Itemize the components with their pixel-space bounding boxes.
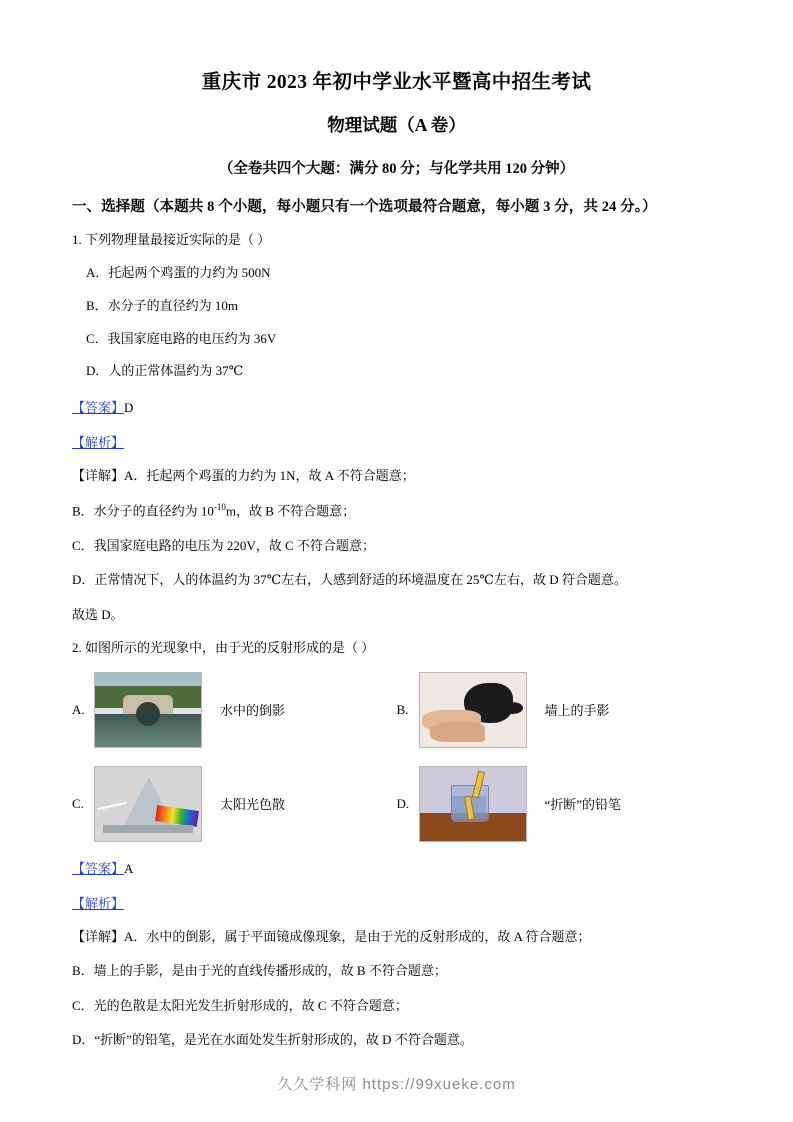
- image-option-b: [397, 672, 722, 748]
- question-2-analysis-label: [72, 893, 721, 912]
- answer-label: 【答案】: [72, 860, 125, 876]
- image-option-b-caption: 墙上的手影: [544, 703, 610, 719]
- question-2-answer: [72, 858, 721, 877]
- question-1-analysis-label: [72, 432, 721, 451]
- detail-b-part1: B．水分子的直径约为 10: [72, 503, 214, 519]
- prism-dispersion-photo: [94, 766, 202, 842]
- answer-value: A: [124, 860, 134, 876]
- exam-title-line1: 重庆市 2023 年初中学业水平暨高中招生考试: [201, 72, 592, 93]
- question-2-image-options: [72, 672, 721, 842]
- image-option-d-label: D.: [396, 795, 410, 811]
- question-1-option-d: D．人的正常体温约为 37℃: [86, 363, 244, 379]
- image-option-row-1: [72, 672, 721, 748]
- question-2-stem: 2. 如图所示的光现象中，由于光的反射形成的是（ ）: [72, 640, 375, 656]
- image-option-c-label: C.: [72, 795, 84, 811]
- question-1-stem: 1. 下列物理量最接近实际的是（ ）: [72, 232, 271, 247]
- hand-shadow-photo: [419, 672, 527, 748]
- exam-title-line3: （全卷共四个大题：满分 80 分；与化学共用 120 分钟）: [218, 161, 575, 177]
- question-2-detail-b: B．墙上的手影，是由于光的直线传播形成的，故 B 不符合题意；: [72, 963, 447, 979]
- question-1-option-b: B．水分子的直径约为 10m: [86, 297, 239, 313]
- question-2-detail-a: 【详解】A．水中的倒影，属于平面镜成像现象，是由于光的反射形成的，故 A 符合题意；: [72, 928, 591, 944]
- image-option-a: [72, 672, 397, 748]
- exam-title-line2: 物理试题（A 卷）: [327, 115, 466, 135]
- question-1-detail-c: C．我国家庭电路的电压为 220V，故 C 不符合题意；: [72, 537, 375, 553]
- question-2-detail-d: D．“折断”的铅笔，是光在水面处发生折射形成的，故 D 不符合题意。: [72, 1032, 473, 1048]
- image-option-c-caption: 太阳光色散: [220, 797, 286, 813]
- question-1-answer: [72, 397, 721, 416]
- detail-b-exponent: -10: [213, 501, 226, 512]
- footer-watermark: 久久学科网 https://99xueke.com: [277, 1076, 516, 1093]
- question-1-detail-conclusion: 故选 D。: [72, 606, 124, 622]
- image-option-d-caption: “折断”的铅笔: [544, 797, 622, 813]
- image-option-d: [397, 766, 722, 842]
- image-option-c: [72, 766, 397, 842]
- section-heading: 一、选择题（本题共 8 个小题，每小题只有一个选项最符合题意，每小题 3 分，共 24 分。）: [72, 199, 657, 215]
- question-1-detail-b: [72, 501, 721, 521]
- image-option-a-caption: 水中的倒影: [220, 703, 286, 719]
- analysis-label: 【解析】: [72, 895, 125, 911]
- question-1-detail-a: 【详解】A．托起两个鸡蛋的力约为 1N，故 A 不符合题意；: [72, 468, 415, 484]
- image-option-row-2: [72, 766, 721, 842]
- question-1-option-c: C．我国家庭电路的电压约为 36V: [86, 330, 277, 346]
- answer-label: 【答案】: [72, 400, 125, 416]
- answer-value: D: [124, 400, 134, 416]
- bridge-reflection-photo: [94, 672, 202, 748]
- image-option-a-label: A.: [72, 701, 85, 717]
- question-2-detail-c: C．光的色散是太阳光发生折射形成的，故 C 不符合题意；: [72, 997, 408, 1013]
- pencil-in-glass-photo: [419, 766, 527, 842]
- image-option-b-label: B.: [396, 701, 409, 717]
- detail-b-part2: m，故 B 不符合题意；: [225, 503, 356, 519]
- question-1-detail-d: D．正常情况下，人的体温约为 37℃左右，人感到舒适的环境温度在 25℃左右，故 D 符合题意。: [72, 572, 627, 588]
- question-1-option-a: A．托起两个鸡蛋的力约为 500N: [86, 264, 271, 280]
- analysis-label: 【解析】: [72, 435, 125, 451]
